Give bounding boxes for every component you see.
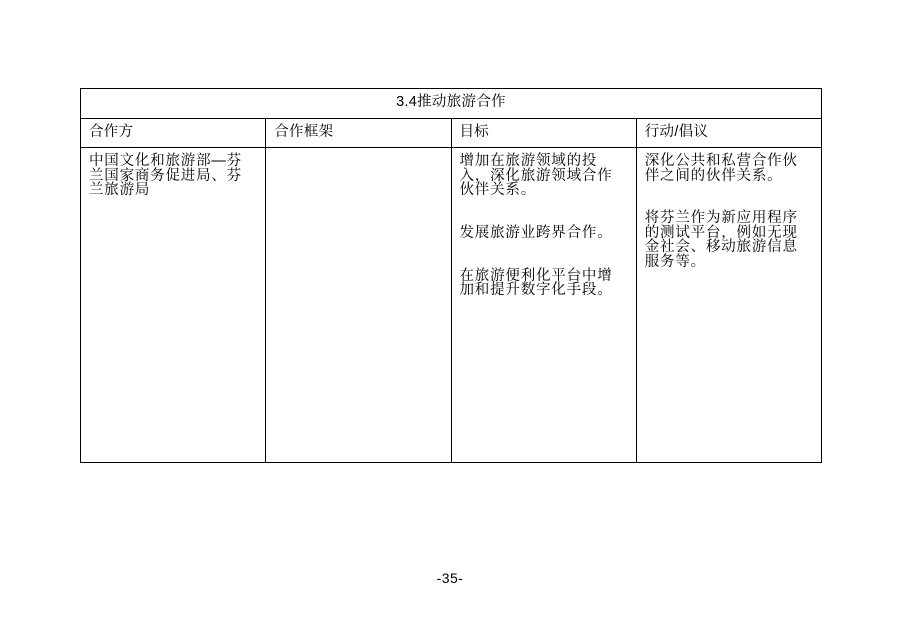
action-item: 深化公共和私营合作伙伴之间的伙伴关系。 <box>644 153 798 184</box>
goal-item: 在旅游便利化平台中增加和提升数字化手段。 <box>459 267 613 299</box>
cell-framework <box>266 148 451 463</box>
column-header-framework: 合作框架 <box>266 118 451 148</box>
cell-actions <box>636 148 821 463</box>
goal-item: 增加在旅游领域的投入，深化旅游领域合作伙伴关系。 <box>459 153 613 198</box>
cell-goals <box>451 148 636 463</box>
table-title-row <box>81 89 822 119</box>
cell-partner: 中国文化和旅游部—芬兰国家商务促进局、芬兰旅游局 <box>81 148 266 463</box>
column-header-actions: 行动/倡议 <box>636 118 821 148</box>
cooperation-table <box>80 88 822 463</box>
table-header-row <box>81 118 822 148</box>
table-title: 3.4推动旅游合作 <box>81 89 822 119</box>
action-item: 将芬兰作为新应用程序的测试平台，例如无现金社会、移动旅游信息服务等。 <box>644 210 798 270</box>
table-row <box>81 148 822 463</box>
page-number: -35- <box>436 570 464 586</box>
column-header-partner: 合作方 <box>81 118 266 148</box>
goal-item: 发展旅游业跨界合作。 <box>459 224 613 241</box>
column-header-goals: 目标 <box>451 118 636 148</box>
